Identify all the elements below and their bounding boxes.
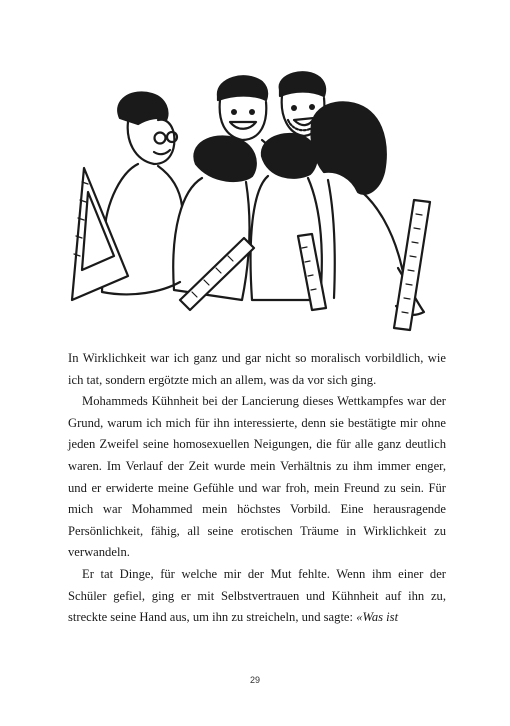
ruler-right: [394, 200, 430, 330]
paragraph-1: In Wirklichkeit war ich ganz und gar nicht so moralisch vorbildlich, wie ich tat, sondern ergötzte mich an allem, was da vor sich ging.: [68, 351, 446, 387]
paragraph-3: [68, 564, 446, 629]
body-text: [68, 348, 446, 629]
paragraph-3-text: Er tat Dinge, für welche mir der Mut fehlte. Wenn ihm einer der Schüler gefiel, ging er mit Selbstvertrauen und Kühnheit auf ihn zu, streckte seine Hand aus, um ihn zu streicheln, und sagte:: [68, 566, 446, 625]
page-number: 29: [249, 675, 260, 685]
paragraph-3-quote: «Was ist: [356, 610, 399, 625]
paragraph-2: Mohammeds Kühnheit bei der Lancierung dieses Wettkampfes war der Grund, warum ich mich für ihn interessierte, denn sie bestätigte mir ohne jeden Zweifel seine homosexuellen Neigungen, die für alle ganz deutlich waren. Im Verlauf der Zeit wurde mein Verhältnis zu ihm immer enger, und er erwiderte meine Gefühle und war froh, mein Freund zu sein. Für mich war Mohammed mein höchstes Vorbild. Eine herausragende Persönlichkeit, fähig, all seine erotischen Träume in Wirklichkeit zu verwandeln.: [68, 394, 446, 560]
illustration-group-of-boys-with-rulers: [62, 60, 452, 340]
triangle-ruler-left: [72, 168, 128, 300]
illustration-drawing: [62, 60, 452, 340]
